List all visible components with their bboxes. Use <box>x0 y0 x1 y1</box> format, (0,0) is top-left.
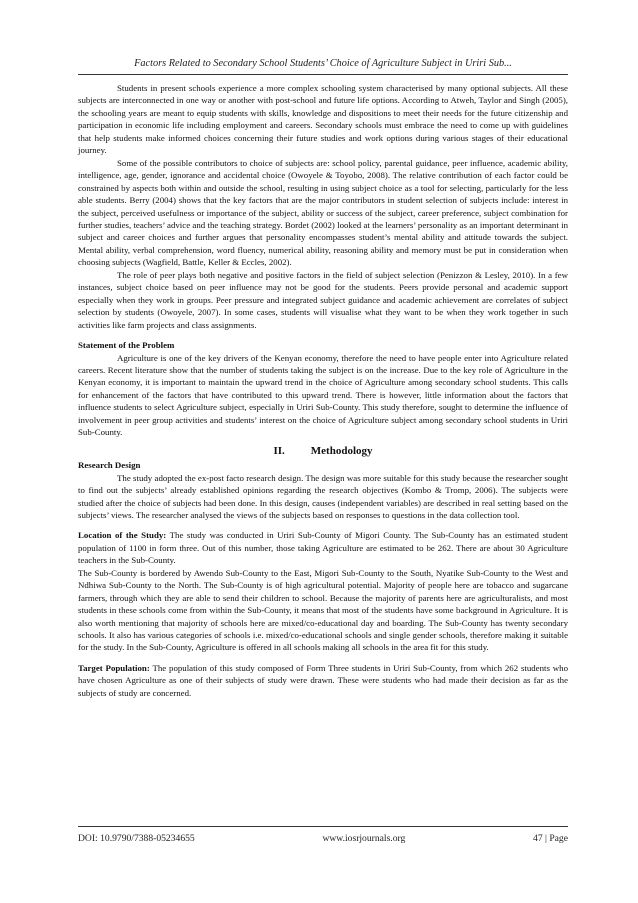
footer-page-number: 47 | Page <box>533 833 568 844</box>
intro-paragraph-3: The role of peer plays both negative and positive factors in the field of subject selection (Penizzon & Lesley, 2010). In a few instances, subject choice based on peer influence may not be good for the students. Peers provide personal and academic support especially when they work in groups. Peer pressure and integrated subject guidance and academic achievement are correlates of subject selection by students (Owoyele, 2007). In some cases, students will visualise what they want to be when they work together in such activities like farm projects and class assignments. <box>78 269 568 330</box>
location-label: Location of the Study: <box>78 530 167 541</box>
footer-doi: DOI: 10.9790/7388-05234655 <box>78 833 195 844</box>
design-heading: Research Design <box>78 460 141 471</box>
target-label: Target Population: <box>78 662 150 673</box>
location-text: The study was conducted in Uriri Sub-County of Migori County. The Sub-County has an estimated student population of 1100 in form three. Out of this number, those taking Agriculture are estimated to be 262. There are about 30 Agriculture teachers in the Sub-County. <box>78 530 568 566</box>
intro-paragraph-2: Some of the possible contributors to choice of subjects are: school policy, parental guidance, peer influence, academic ability, intelligence, age, gender, ignorance and accidental choice (Owoyele & Toyobo, 2008). The relative contribution of each factor could be constrained by aspects both within and outside the school, resulting in using subject choice as a tool for selecting, particularly for the less able students. Berry (2004) shows that the key factors that are the major contributors in student selection of subjects include: interest in the subject, perceived usefulness or importance of the subject, ability or success of the subject, career preference, subject combination for further studies, teachers’ advice and the teaching strategy. Bordet (2002) looked at the learners’ personality as an important determinant in subject and career choices and further argues that personality encompasses student’s mental ability and attitude towards the subject. Mental ability, verbal comprehension, word fluency, numerical ability, reasoning ability and memory must be put in consideration when choosing subjects (Wagfield, Battle, Keller & Eccles, 2002). <box>78 157 568 268</box>
location-paragraph-1 <box>78 529 568 566</box>
section-number: II. <box>273 444 285 457</box>
design-paragraph: The study adopted the ex-post facto research design. The design was more suitable for this study because the researcher sought to find out the subjects’ already established opinions regarding the research objectives (Kombo & Tromp, 2006). The subjects were studied after the choice of subjects had been done. In this design, causes (independent variables) are described in real setting based on the subjects’ views. The researcher analysed the views of the subjects based on responses to questions in the data collection tool. <box>78 472 568 520</box>
intro-paragraph-1: Students in present schools experience a more complex schooling system characterised by many optional subjects. All these subjects are interconnected in one way or another with post-school and future life options. According to Atweh, Taylor and Singh (2005), the schooling years are meant to equip students with skills, knowledge and dispositions to meet their needs for the future citizenship and participation in economic life including employment and careers. Secondary schools must embrace the need to come up with guidelines that help students make informed choices concerning their future studies and work options during various stages of their educational journey. <box>78 83 568 156</box>
page-footer <box>78 826 568 844</box>
target-text: The population of this study composed of Form Three students in Uriri Sub-County, from which 262 students who have chosen Agriculture as one of their subjects of study were drawn. These were students who had made their decision as far as the subjects of study are concerned. <box>78 662 568 698</box>
footer-url[interactable]: www.iosrjournals.org <box>322 833 406 844</box>
section-title: Methodology <box>310 444 373 457</box>
body-text <box>78 82 568 699</box>
running-header: Factors Related to Secondary School Students’ Choice of Agriculture Subject in Uriri Sub... <box>78 58 568 75</box>
target-paragraph <box>78 662 568 699</box>
location-paragraph-2: The Sub-County is bordered by Awendo Sub-County to the East, Migori Sub-County to the South, Nyatike Sub-County to the West and Ndhiwa Sub-County to the North. The Sub-County is of high agricultural potential. Majority of people here are tobacco and sugarcane farmers, through which they are able to send their children to school. Because the majority of parents here are agriculturalists, and most students in these schools come from within the Sub-County, it means that most of the students have some background in Agriculture. It is also worth mentioning that majority of schools here are mixed/co-educational day and boarding. The Sub-County has twenty secondary schools. It also has various categories of schools i.e. mixed/co-educational schools and single gender schools, therefore making it suitable for the study. In the Sub-County, Agriculture is offered in all schools making all schools in the area fit for this study. <box>78 567 568 653</box>
section-heading <box>78 445 568 457</box>
problem-heading: Statement of the Problem <box>78 340 175 351</box>
problem-paragraph: Agriculture is one of the key drivers of the Kenyan economy, therefore the need to have people enter into Agriculture related careers. Recent literature show that the number of students taking the subject is on the increase. Due to the key role of Agriculture in the Kenyan economy, it is important to maintain the upward trend in the choice of Agriculture among secondary school students. This calls for enhancement of the factors that have contributed to this upward trend. There is however, little information about the factors that influence students to select Agriculture subject, especially in Uriri Sub-County. This study therefore, sought to determine the influence of involvement in peer group activities and students’ interest on the choice of Agriculture subject among secondary school students in Uriri Sub-County. <box>78 352 568 438</box>
